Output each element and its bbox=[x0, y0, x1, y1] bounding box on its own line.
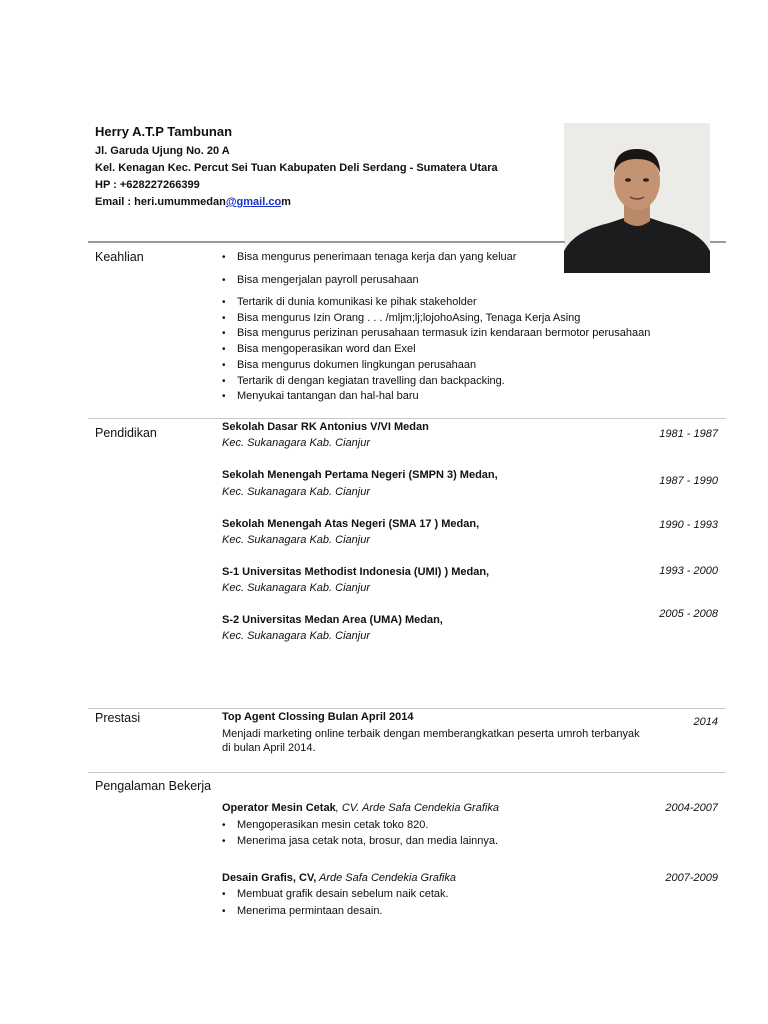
education-years: 1981 - 1987 bbox=[659, 428, 718, 440]
section-title-skills: Keahlian bbox=[95, 250, 144, 264]
header-divider-left bbox=[88, 241, 565, 243]
achievement-title: Top Agent Clossing Bulan April 2014 bbox=[222, 711, 414, 723]
skill-item: • Menyukai tantangan dan hal-hal baru bbox=[222, 390, 419, 402]
section-divider-experience bbox=[88, 772, 726, 773]
job-title bbox=[222, 872, 456, 884]
education-school: S-2 Universitas Medan Area (UMA) Medan, bbox=[222, 614, 443, 626]
education-location: Kec. Sukanagara Kab. Cianjur bbox=[222, 534, 370, 546]
candidate-name: Herry A.T.P Tambunan bbox=[95, 124, 233, 139]
job-years: 2004-2007 bbox=[665, 802, 718, 814]
education-years: 1990 - 1993 bbox=[659, 519, 718, 531]
job-duty: • Menerima jasa cetak nota, brosur, dan media lainnya. bbox=[222, 835, 499, 847]
education-school: Sekolah Menengah Atas Negeri (SMA 17 ) Medan, bbox=[222, 518, 480, 530]
job-company: Arde Safa Cendekia Grafika bbox=[316, 872, 456, 884]
skill-item: • Bisa mengoperasikan word dan Exel bbox=[222, 343, 416, 355]
education-years: 1987 - 1990 bbox=[659, 475, 718, 487]
achievement-description: Menjadi marketing online terbaik dengan memberangkatkan peserta umroh terbanyak di bulan April 2014. bbox=[222, 728, 640, 754]
achievement-year: 2014 bbox=[693, 716, 718, 728]
address-line-1: Jl. Garuda Ujung No. 20 A bbox=[95, 145, 230, 157]
education-school: Sekolah Dasar RK Antonius V/VI Medan bbox=[222, 421, 429, 433]
section-title-achievements: Prestasi bbox=[95, 711, 141, 725]
email-link[interactable]: @gmail.co bbox=[225, 196, 282, 208]
skill-item: • Bisa mengurus perizinan perusahaan termasuk izin kendaraan bermotor perusahaan bbox=[222, 327, 651, 339]
skill-item: • Tertarik di dunia komunikasi ke pihak stakeholder bbox=[222, 296, 477, 308]
job-duty: • Mengoperasikan mesin cetak toko 820. bbox=[222, 819, 429, 831]
section-divider-achievements bbox=[88, 708, 726, 709]
header-divider-right bbox=[710, 241, 726, 243]
job-years: 2007-2009 bbox=[665, 872, 718, 884]
education-location: Kec. Sukanagara Kab. Cianjur bbox=[222, 582, 370, 594]
education-years: 1993 - 2000 bbox=[659, 565, 718, 577]
email-line bbox=[95, 196, 291, 208]
education-school: S-1 Universitas Methodist Indonesia (UMI) ) Medan, bbox=[222, 566, 490, 578]
skill-item: • Bisa mengurus Izin Orang . . . /mljm;lj;lojohoAsing, Tenaga Kerja Asing bbox=[222, 312, 581, 324]
job-title bbox=[222, 802, 499, 814]
section-title-experience: Pengalaman Bekerja bbox=[95, 779, 212, 793]
skill-item: • Bisa mengurus penerimaan tenaga kerja dan yang keluar bbox=[222, 251, 517, 263]
skill-item: • Bisa mengurus dokumen lingkungan perusahaan bbox=[222, 359, 477, 371]
job-duty: • Membuat grafik desain sebelum naik cetak. bbox=[222, 888, 449, 900]
address-line-2: Kel. Kenagan Kec. Percut Sei Tuan Kabupaten Deli Serdang - Sumatera Utara bbox=[95, 162, 498, 174]
education-location: Kec. Sukanagara Kab. Cianjur bbox=[222, 630, 370, 642]
skill-item: • Bisa mengerjalan payroll perusahaan bbox=[222, 274, 419, 286]
education-location: Kec. Sukanagara Kab. Cianjur bbox=[222, 486, 370, 498]
education-school: Sekolah Menengah Pertama Negeri (SMPN 3) Medan, bbox=[222, 469, 498, 481]
phone-number: HP : +628227266399 bbox=[95, 179, 200, 191]
job-company: , CV. Arde Safa Cendekia Grafika bbox=[335, 802, 499, 814]
job-role: Operator Mesin Cetak bbox=[222, 802, 336, 814]
job-role: Desain Grafis, CV, bbox=[222, 872, 317, 884]
education-years: 2005 - 2008 bbox=[659, 608, 718, 620]
email-suffix: m bbox=[281, 196, 291, 208]
job-duty: • Menerima permintaan desain. bbox=[222, 905, 383, 917]
section-divider-education bbox=[88, 418, 726, 419]
section-title-education: Pendidikan bbox=[95, 426, 157, 440]
profile-photo bbox=[564, 123, 710, 273]
skill-item: • Tertarik di dengan kegiatan travelling dan backpacking. bbox=[222, 375, 505, 387]
email-prefix: Email : heri.umummedan bbox=[95, 196, 226, 208]
education-location: Kec. Sukanagara Kab. Cianjur bbox=[222, 437, 370, 449]
